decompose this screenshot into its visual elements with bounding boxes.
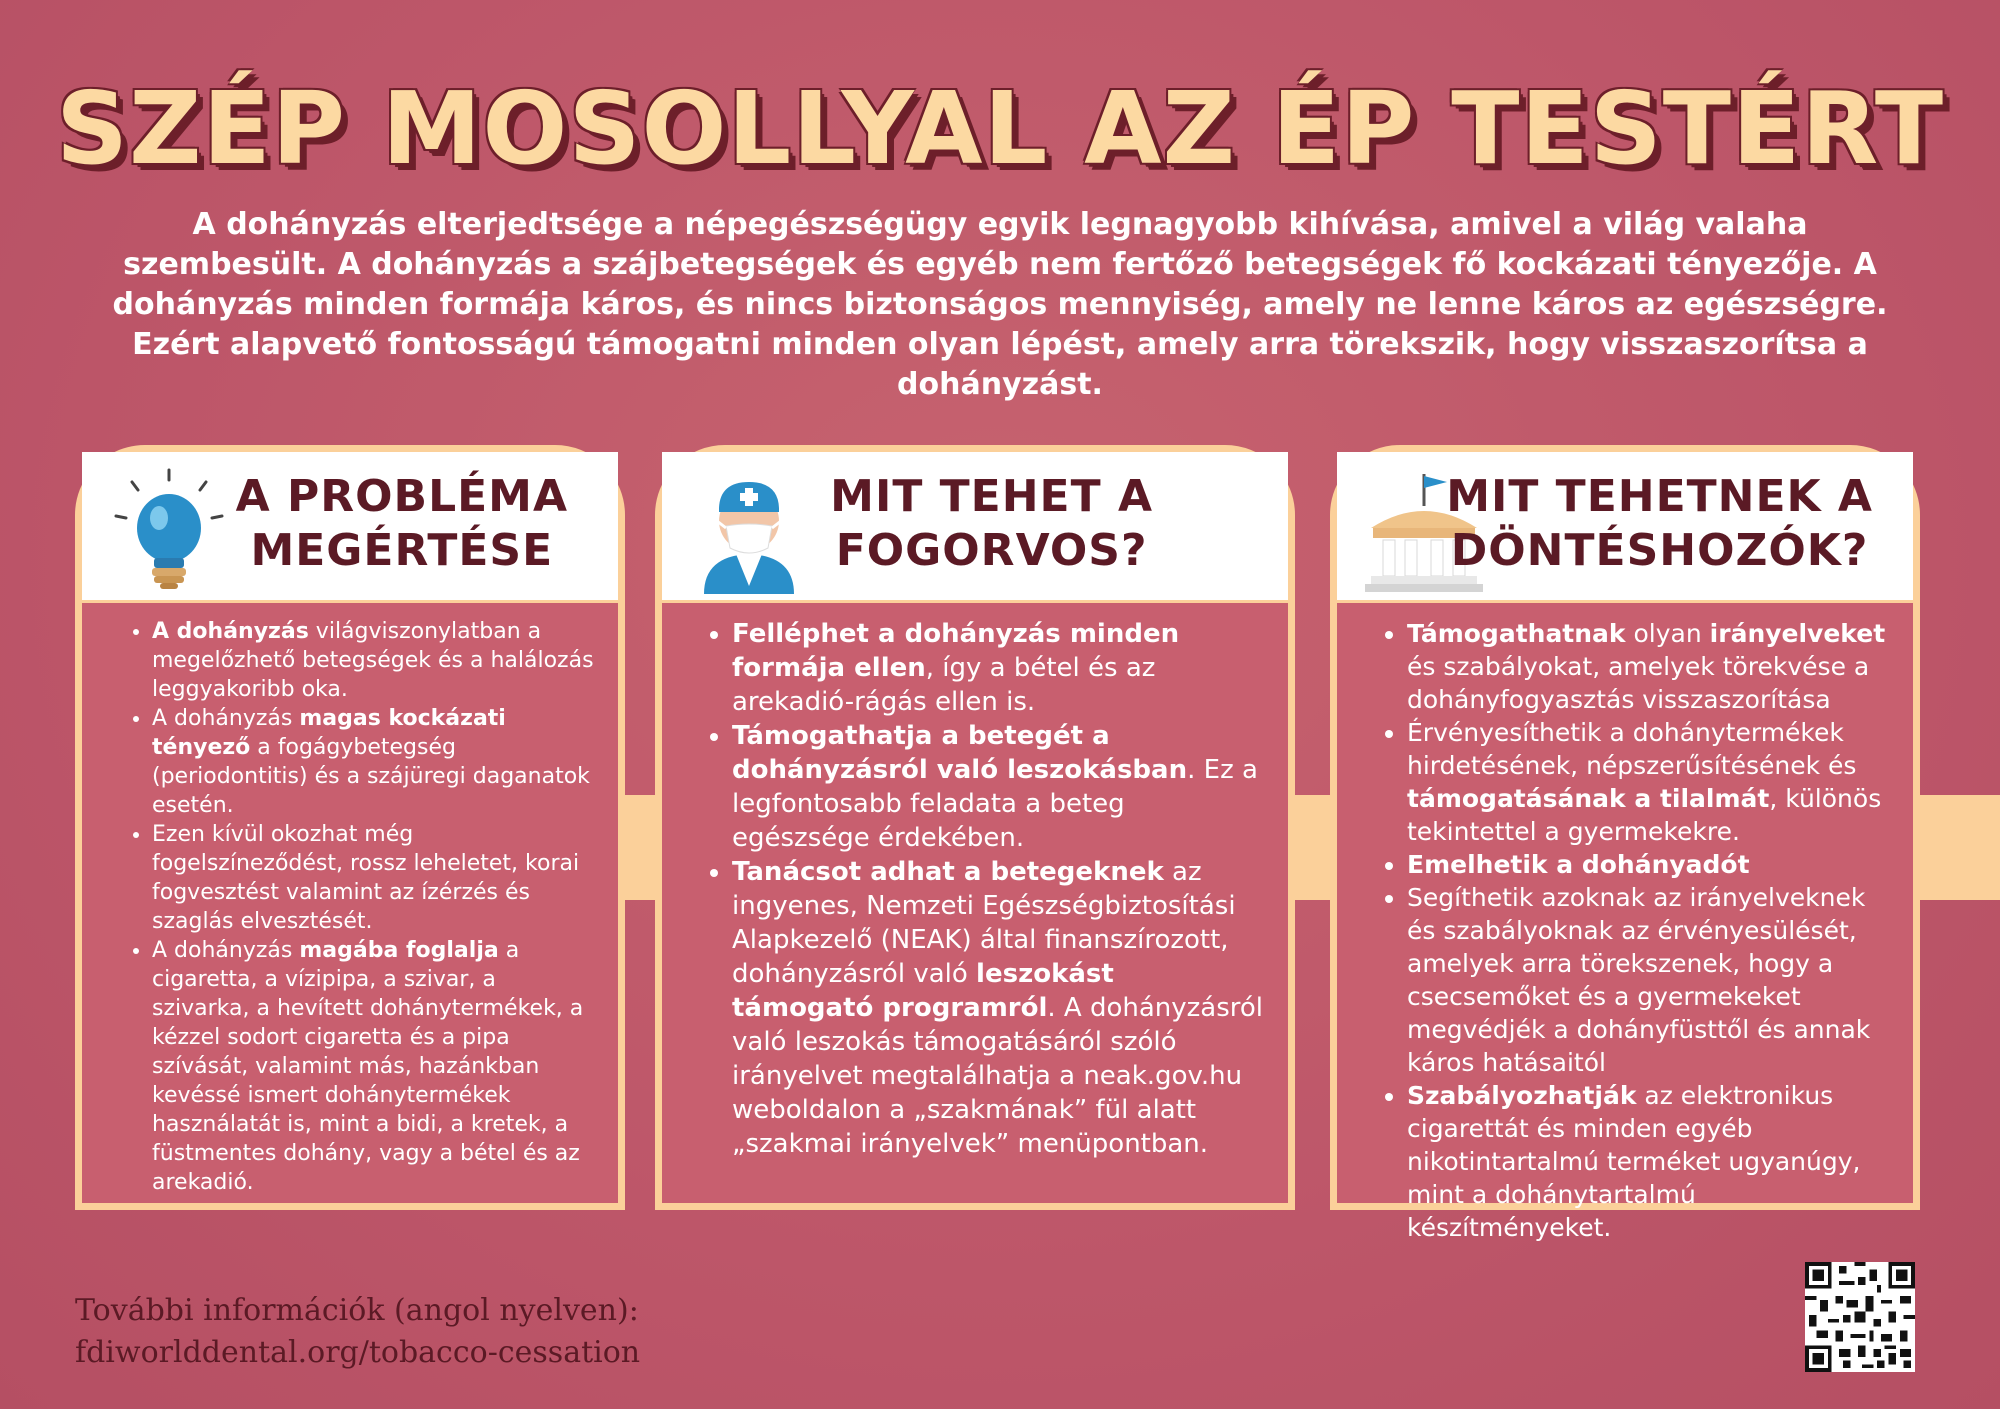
list-item bbox=[152, 704, 594, 820]
bold-text: irányelveket bbox=[1709, 619, 1886, 648]
card-title-line1: MIT TEHETNEK A bbox=[1446, 471, 1873, 522]
text: világviszonylatban a megelőzhető betegségek és a halálozás leggyakoribb oka. bbox=[152, 619, 594, 702]
list-item bbox=[732, 719, 1264, 855]
text: az elektronikus cigarettát és minden egyéb nikotintartalmú terméket ugyanúgy, mint a dohánytartalmú készítményeket. bbox=[1407, 1081, 1861, 1242]
text: . Ez a legfontosabb feladata a beteg egészsége érdekében. bbox=[732, 755, 1258, 853]
bold-text: magas kockázati tényező bbox=[152, 706, 506, 760]
card-title bbox=[236, 470, 568, 578]
card-policymakers bbox=[1330, 445, 1920, 1242]
bold-text: Tanácsot adhat a betegeknek bbox=[732, 857, 1164, 887]
list-item bbox=[732, 617, 1264, 719]
card-header bbox=[1337, 452, 1913, 603]
list-item bbox=[152, 820, 594, 936]
footer-info-label: További információk (angol nyelven): bbox=[75, 1293, 639, 1328]
text: az ingyenes, Nemzeti Egészségbiztosítási Alapkezelő (NEAK) által finanszírozott, dohányzásról való bbox=[732, 857, 1236, 989]
card-list bbox=[1337, 603, 1913, 1244]
list-item bbox=[152, 936, 594, 1197]
card-header bbox=[662, 452, 1288, 603]
footer bbox=[75, 1290, 640, 1374]
card-title-line1: A PROBLÉMA bbox=[235, 471, 568, 522]
card-list bbox=[82, 603, 618, 1197]
bold-text: Támogathatja a betegét a dohányzásról való leszokásban bbox=[732, 721, 1188, 785]
connector-middle bbox=[1290, 795, 1335, 900]
text: . A dohányzásról való leszokás támogatásáról szóló irányelvet megtalálhatja a neak.gov.hu weboldalon a „szakmának” fül alatt „szakmai irányelvek” menüpontban. bbox=[732, 993, 1264, 1159]
dentist-icon bbox=[684, 466, 814, 596]
text: A dohányzás bbox=[152, 938, 300, 963]
page-title: SZÉP MOSOLLYAL AZ ÉP TESTÉRT bbox=[55, 70, 1945, 187]
bold-text: Támogathatnak bbox=[1407, 619, 1626, 648]
footer-link[interactable]: fdiworlddental.org/tobacco-cessation bbox=[75, 1335, 641, 1370]
text: olyan bbox=[1625, 619, 1710, 648]
text: A dohányzás bbox=[152, 706, 300, 731]
text: , különös tekintettel a gyermekekre. bbox=[1407, 784, 1882, 846]
list-item bbox=[1407, 881, 1889, 1079]
card-title-line2: FOGORVOS? bbox=[835, 525, 1148, 576]
bold-text: leszokást támogató programról bbox=[732, 959, 1114, 1023]
card-title-line2: MEGÉRTÉSE bbox=[250, 525, 554, 576]
text: Ezen kívül okozhat még fogelszíneződést, rossz leheletet, korai fogvesztést valamint az ízérzés és szaglás elvesztését. bbox=[152, 822, 580, 934]
card-list bbox=[662, 603, 1288, 1161]
text: a cigaretta, a vízipipa, a szivar, a szivarka, a hevített dohánytermékek, a kézzel sodort cigaretta és a pipa szívását, valamint más, hazánkban kevéssé ismert dohánytermékek használatát is, mint a bidi, a kretek, a füstmentes dohány, vagy a bétel és az arekadió. bbox=[152, 938, 584, 1195]
card-dentist bbox=[655, 445, 1295, 1210]
qr-code-icon[interactable] bbox=[1805, 1262, 1915, 1372]
text: Segíthetik azoknak az irányelveknek és szabályoknak az érvényesülését, amelyek arra törekszenek, hogy a csecsemőket és a gyermekeket megvédjék a dohányfüsttől és annak káros hatásaitól bbox=[1407, 883, 1871, 1077]
connector-left bbox=[620, 795, 660, 900]
card-title-line2: DÖNTÉSHOZÓK? bbox=[1450, 525, 1869, 576]
bold-text: Szabályozhatják bbox=[1407, 1081, 1637, 1110]
text: Érvényesíthetik a dohánytermékek hirdetésének, népszerűsítésének és bbox=[1407, 718, 1857, 780]
bold-text: támogatásának a tilalmát bbox=[1407, 784, 1770, 813]
card-problem bbox=[75, 445, 625, 1210]
connector-right bbox=[1915, 795, 2000, 900]
list-item bbox=[732, 855, 1264, 1161]
list-item bbox=[1407, 617, 1889, 716]
text: , így a bétel és az arekadió-rágás ellen is. bbox=[732, 653, 1156, 717]
list-item bbox=[1407, 1079, 1889, 1244]
card-title bbox=[1446, 470, 1873, 578]
card-header bbox=[82, 452, 618, 603]
text: a fogágybetegség (periodontitis) és a szájüregi daganatok esetén. bbox=[152, 735, 590, 818]
intro-text: A dohányzás elterjedtsége a népegészségügy egyik legnagyobb kihívása, amivel a világ valaha szembesült. A dohányzás a szájbetegségek és egyéb nem fertőző betegségek fő kockázati tényezője. A dohányzás minden formája káros, és nincs biztonságos mennyiség, amely ne lenne káros az egészségre. Ezért alapvető fontosságú támogatni minden olyan lépést, amely arra törekszik, hogy visszaszorítsa a dohányzást. bbox=[112, 207, 1888, 402]
list-item bbox=[152, 617, 594, 704]
bold-text: Emelhetik a dohányadót bbox=[1407, 850, 1750, 879]
card-title-line1: MIT TEHET A bbox=[830, 471, 1153, 522]
card-title bbox=[830, 470, 1153, 578]
lightbulb-icon bbox=[104, 466, 234, 596]
bold-text: A dohányzás bbox=[152, 619, 309, 644]
list-item bbox=[1407, 848, 1889, 881]
bold-text: magába foglalja bbox=[299, 938, 499, 963]
text: és szabályokat, amelyek törekvése a dohányfogyasztás visszaszorítása bbox=[1407, 652, 1870, 714]
bold-text: Felléphet a dohányzás minden formája ellen bbox=[732, 619, 1180, 683]
list-item bbox=[1407, 716, 1889, 848]
